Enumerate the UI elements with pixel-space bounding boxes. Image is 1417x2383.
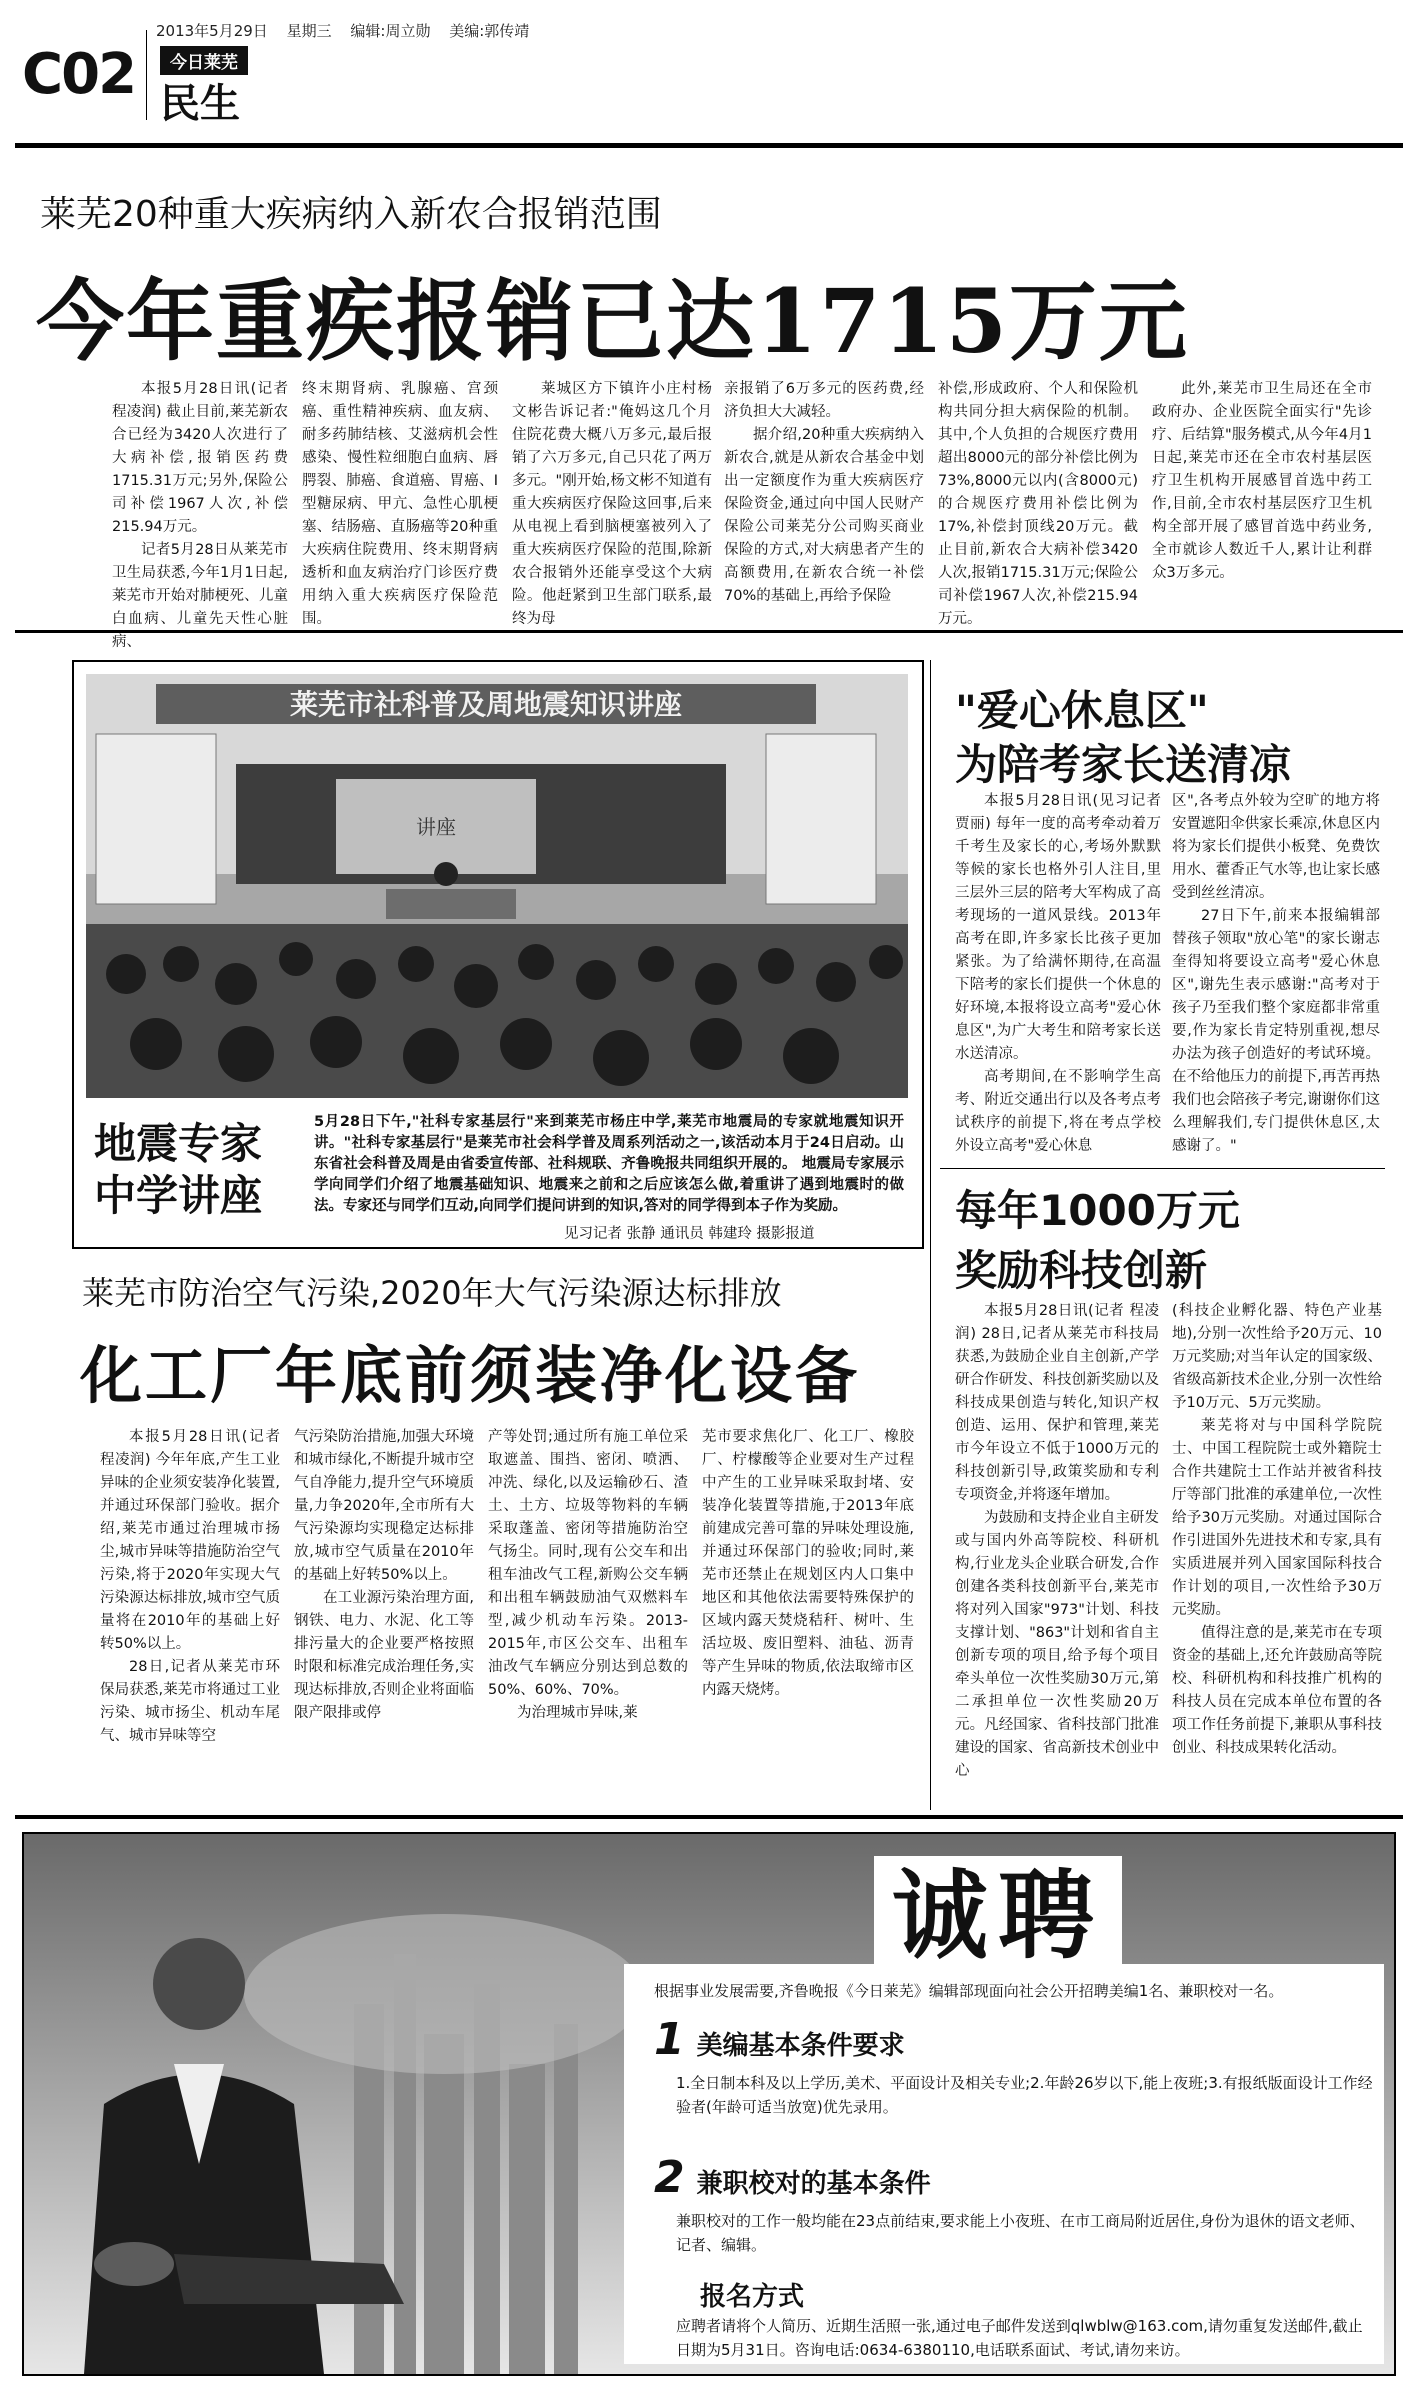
recruit-section-heading xyxy=(654,2152,1374,2203)
pollution-kicker: 莱芜市防治空气污染,2020年大气污染源达标排放 xyxy=(82,1274,782,1312)
recruit-apply-body: 应聘者请将个人简历、近期生活照一张,通过电子邮件发送到qlwblw@163.com,请勿重复发送邮件,截止日期为5月31日。咨询电话:0634-6380110,电话联系面试、考试,请勿来访。 xyxy=(676,2317,1363,2359)
screen-text: 讲座 xyxy=(416,815,456,839)
lead-paragraph: 亲报销了6万多元的医药费,经济负担大大减轻。 xyxy=(724,381,924,420)
recruit-section-2 xyxy=(654,2152,1374,2257)
lecture-photo xyxy=(86,674,908,1098)
rest-area-headline1: "爱心休息区" xyxy=(955,686,1209,735)
lead-headline: 今年重疾报销已达1715万元 xyxy=(36,269,1189,373)
left-poster xyxy=(96,734,216,904)
pollution-col-3 xyxy=(488,1426,688,1796)
pollution-paragraph: 28日,记者从莱芜市环保局获悉,莱芜市将通过工业污染、城市扬尘、机动车尾气、城市异味等空 xyxy=(100,1659,280,1744)
innovation-col-1 xyxy=(955,1300,1159,1788)
rest-area-headline2: 为陪考家长送清凉 xyxy=(955,740,1292,789)
right-poster xyxy=(766,734,876,904)
photo-caption: 5月28日下午,"社科专家基层行"来到莱芜市杨庄中学,莱芜市地震局的专家就地震知识开讲。"社科专家基层行"是莱芜市社会科学普及周系列活动之一,该活动本月于24日启动。山东省社会科普及周是由省委宣传部、社科规联、齐鲁晚报共同组织开展的。 地震局专家展示学向同学们介绍了地震基础知识、地震来之前和之后应该怎么做,着重讲了遇到地震时的做法。专家还与同学们互动,向同学们提问讲到的知识,答对的同学得到本子作为奖励。 xyxy=(314,1114,904,1214)
photo-story xyxy=(72,660,924,1249)
pollution-paragraph: 为治理城市异味,莱 xyxy=(517,1705,638,1721)
lead-col-2 xyxy=(302,378,498,627)
recruit-section-body: 兼职校对的工作一般均能在23点前结束,要求能上小夜班、在市工商局附近居住,身份为退休的语文老师、记者、编辑。 xyxy=(676,2212,1365,2254)
pollution-headline: 化工厂年底前须装净化设备 xyxy=(80,1339,861,1412)
lead-paragraph: 据介绍,20种重大疾病纳入新农合,就是从新农合基金中划出一定额度作为重大疾病医疗保险资金,通过向中国人民财产保险公司莱芜分公司购买商业保险的方式,对大病患者产生的高额费用,在新农合统一补偿70%的基础上,再给予保险 xyxy=(724,427,924,604)
pollution-paragraph: 在工业源污染治理方面,钢铁、电力、水泥、化工等排污量大的企业要严格按照时限和标准完成治理任务,实现达标排放,否则企业将面临限产限排或停 xyxy=(294,1590,474,1721)
recruit-section-title: 兼职校对的基本条件 xyxy=(696,2169,931,2199)
lead-col-5 xyxy=(938,378,1138,627)
businessman-head xyxy=(153,1938,245,2030)
innovation-col-2 xyxy=(1172,1300,1382,1788)
header-date: 2013年5月29日 xyxy=(156,22,268,40)
rest-area-col-2 xyxy=(1172,790,1380,1160)
businessman-hand xyxy=(94,2242,174,2286)
recruit-ad xyxy=(22,1832,1396,2376)
lead-paragraph: 终末期肾病、乳腺癌、宫颈癌、重性精神疾病、血友病、耐多药肺结核、艾滋病机会性感染、慢性粒细胞白血病、唇腭裂、肺癌、食道癌、胃癌、Ⅰ型糖尿病、甲亢、急性心肌梗塞、结肠癌、直肠癌等20种重大疾病住院费用、终末期肾病透析和血友病治疗门诊医疗费用纳入重大疾病医疗保险范围。 xyxy=(302,381,498,627)
pollution-paragraph: 本报5月28日讯(记者 程凌润) 今年年底,产生工业异味的企业须安装净化装置,并通过环保部门验收。据介绍,莱芜市通过治理城市扬尘,城市异味等措施防治空气污染,将于2020年实现大气污染源达标排放,城市空气质量将在2010年的基础上好转50%以上。 xyxy=(100,1429,280,1652)
lead-paragraph: 本报5月28日讯(记者 程凌润) 截止目前,莱芜新农合已经为3420人次进行了大病补偿,报销医药费1715.31万元;另外,保险公司补偿1967人次,补偿215.94万元。 xyxy=(112,381,288,535)
lead-paragraph: 莱城区方下镇许小庄村杨文彬告诉记者:"俺妈这几个月住院花费大概八万多元,最后报销了六万多元,自己只花了两万多元。"刚开始,杨文彬不知道有重大疾病医疗保险这回事,后来从电视上看到脑梗塞被列入了重大疾病医疗保险的范围,除新农合报销外还能享受这个大病险。他赶紧到卫生部门联系,最终为母 xyxy=(512,381,712,627)
pollution-col-2 xyxy=(294,1426,474,1796)
rest-area-paragraph: 27日下午,前来本报编辑部替孩子领取"放心笔"的家长谢志奎得知将要设立高考"爱心休息区",谢先生表示感谢:"高考对于孩子乃至我们整个家庭都非常重要,作为家长肯定特别重视,想尽办法为孩子创造好的考试环境。在不给他压力的前提下,再苦再热我们也会陪孩子考完,谢谢你们这么理解我们,专门提供休息区,太感谢了。" xyxy=(1172,908,1380,1154)
page-number: C02 xyxy=(22,42,136,107)
recruit-apply-title: 报名方式 xyxy=(700,2282,805,2312)
recruit-section-title: 美编基本条件要求 xyxy=(696,2031,905,2061)
pollution-col-1 xyxy=(100,1426,280,1796)
page-header xyxy=(0,0,1417,130)
header-designer: 美编:郭传靖 xyxy=(449,22,530,40)
pollution-paragraph: 气污染防治措施,加强大环境和城市绿化,不断提升城市空气自净能力,提升空气环境质量,力争2020年,全市所有大气污染源均实现稳定达标排放,城市空气质量在2010年的基础上好转50%以上。 xyxy=(294,1429,474,1583)
recruit-section-number: 1 xyxy=(654,2014,685,2065)
recruit-section-heading xyxy=(654,2014,1374,2065)
innovation-paragraph: 为鼓励和支持企业自主研发或与国内外高等院校、科研机构,行业龙头企业联合研发,合作创建各类科技创新平台,莱芜市将对列入国家"973"计划、科技支撑计划、"863"计划和省自主创新专项的项目,给予每个项目牵头单位一次性奖励30万元,第二承担单位一次性奖励20万元。凡经国家、省科技部门批准建设的国家、省高新技术创业中心 xyxy=(955,1510,1159,1779)
rest-area-col-1 xyxy=(955,790,1161,1160)
innovation-paragraph: 莱芜将对与中国科学院院士、中国工程院院士或外籍院士合作共建院士工作站并被省科技厅等部门批准的承建单位,一次性给予30万元奖励。对通过国际合作引进国外先进技术和专家,具有实质进展并列入国家国际科技合作计划的项目,一次性给予30万元奖励。 xyxy=(1172,1418,1382,1618)
header-weekday: 星期三 xyxy=(286,22,332,40)
rest-area-paragraph: 本报5月28日讯(见习记者 贾丽) 每年一度的高考牵动着万千考生及家长的心,考场外默默等候的家长也格外引人注目,里三层外三层的陪考大军构成了高考现场的一道风景线。2013年高考在即,许多家长比孩子更加紧张。为了给满怀期待,在高温下陪考的家长们提供一个休息的好环境,本报将设立高考"爱心休息区",为广大考生和陪考家长送水送清凉。 xyxy=(955,793,1161,1062)
innovation-paragraph: 值得注意的是,莱芜市在专项资金的基础上,还允许鼓励高等院校、科研机构和科技推广机构的科技人员在完成本单位布置的各项工作任务前提下,兼职从事科技创业、科技成果转化活动。 xyxy=(1172,1625,1382,1756)
rest-area-paragraph: 区",各考点外较为空旷的地方将安置遮阳伞供家长乘凉,休息区内将为家长们提供小板凳、免费饮用水、藿香正气水等,也让家长感受到丝丝清凉。 xyxy=(1172,793,1380,901)
header-meta xyxy=(156,20,529,41)
header-editor: 编辑:周立勋 xyxy=(350,22,431,40)
pollution-paragraph: 产等处罚;通过所有施工单位采取遮盖、围挡、密闭、喷洒、冲洗、绿化,以及运输砂石、渣土、土方、垃圾等物料的车辆采取蓬盖、密闭等措施防治空气扬尘。同时,现有公交车和出租车油改气工程,新购公交车辆和出租车辆鼓励油气双燃料车型,减少机动车污染。2013-2015年,市区公交车、出租车油改气车辆应分别达到总数的50%、60%、70%。 xyxy=(488,1429,688,1698)
lecture-desk xyxy=(386,889,516,919)
recruit-title: 诚聘 xyxy=(874,1856,1122,1976)
lead-col-1 xyxy=(112,378,288,650)
photo-story-title xyxy=(94,1118,274,1222)
innovation-paragraph: 本报5月28日讯(记者 程凌润) 28日,记者从莱芜市科技局获悉,为鼓励企业自主创新,产学研合作研发、科技创新奖励以及科技成果创造与转化,知识产权创造、运用、保护和管理,莱芜市今年设立不低于1000万元的科技创新引导,政策奖励和专利专项资金,并将逐年增加。 xyxy=(955,1303,1159,1503)
photo-credits: 见习记者 张静 通讯员 韩建玲 摄影报道 xyxy=(564,1226,815,1242)
rest-area-paragraph: 高考期间,在不影响学生高考、附近交通出行以及各考点考试秩序的前提下,将在考点学校外设立高考"爱心休息 xyxy=(955,1069,1161,1154)
innovation-headline1: 每年1000万元 xyxy=(955,1186,1240,1235)
photo-title-line1: 地震专家 xyxy=(94,1119,263,1168)
section-tag: 今日莱芜 xyxy=(160,46,248,75)
lead-col-3 xyxy=(512,378,712,627)
recruit-section-1 xyxy=(654,2014,1374,2119)
recruit-section-body: 1.全日制本科及以上学历,美术、平面设计及相关专业;2.年龄26岁以下,能上夜班;3.有报纸版面设计工作经验者(年龄可适当放宽)优先录用。 xyxy=(676,2074,1373,2116)
lead-kicker: 莱芜20种重大疾病纳入新农合报销范围 xyxy=(40,194,662,235)
innovation-headline2: 奖励科技创新 xyxy=(955,1246,1208,1295)
audience xyxy=(86,924,908,1098)
globe-map xyxy=(244,1914,644,2074)
lead-col-6 xyxy=(1152,378,1372,622)
lead-paragraph: 此外,莱芜市卫生局还在全市政府办、企业医院全面实行"先诊疗、后结算"服务模式,从今年4月1日起,莱芜市还在全市农村基层医疗卫生机构开展感冒首选中药工作,目前,全市农村基层医疗卫生机构全部开展了感冒首选中药业务,全市就诊人数近千人,累计让利群众3万多元。 xyxy=(1152,381,1372,581)
lead-paragraph: 记者5月28日从莱芜市卫生局获悉,今年1月1日起,莱芜市开始对肺梗死、儿童白血病、儿童先天性心脏病、 xyxy=(112,542,288,650)
recruit-section-number: 2 xyxy=(654,2152,685,2203)
recruit-intro: 根据事业发展需要,齐鲁晚报《今日莱芜》编辑部现面向社会公开招聘美编1名、兼职校对一名。 xyxy=(654,1982,1284,2000)
pollution-paragraph: 芜市要求焦化厂、化工厂、橡胶厂、柠檬酸等企业要对生产过程中产生的工业异味采取封堵、安装净化装置等措施,于2013年底前建成完善可靠的异味处理设施,并通过环保部门的验收;同时,莱芜市还禁止在规划区内人口集中地区和其他依法需要特殊保护的区域内露天焚烧秸秆、树叶、生活垃圾、废旧塑料、油毡、沥青等产生异味的物质,依法取缔市区内露天烧烤。 xyxy=(702,1429,914,1698)
lead-paragraph: 补偿,形成政府、个人和保险机构共同分担大病保险的机制。其中,个人负担的合规医疗费用超出8000元的部分补偿比例为73%,8000元以内(含8000元)的合规医疗费用补偿比例为17%,补偿封顶线20万元。截止目前,新农合大病补偿3420人次,报销1715.31万元;保险公司补偿1967人次,补偿215.94万元。 xyxy=(938,381,1138,627)
banner-text: 莱芜市社科普及周地震知识讲座 xyxy=(289,688,683,721)
photo-title-line2: 中学讲座 xyxy=(94,1171,263,1220)
pollution-col-4 xyxy=(702,1426,914,1796)
innovation-paragraph: (科技企业孵化器、特色产业基地),分别一次性给予20万元、10万元奖励;对当年认定的国家级、省级高新技术企业,分别一次性给予10万元、5万元奖励。 xyxy=(1172,1303,1382,1411)
section-name: 民生 xyxy=(160,81,240,127)
lead-col-4 xyxy=(724,378,924,622)
speaker xyxy=(434,862,458,886)
